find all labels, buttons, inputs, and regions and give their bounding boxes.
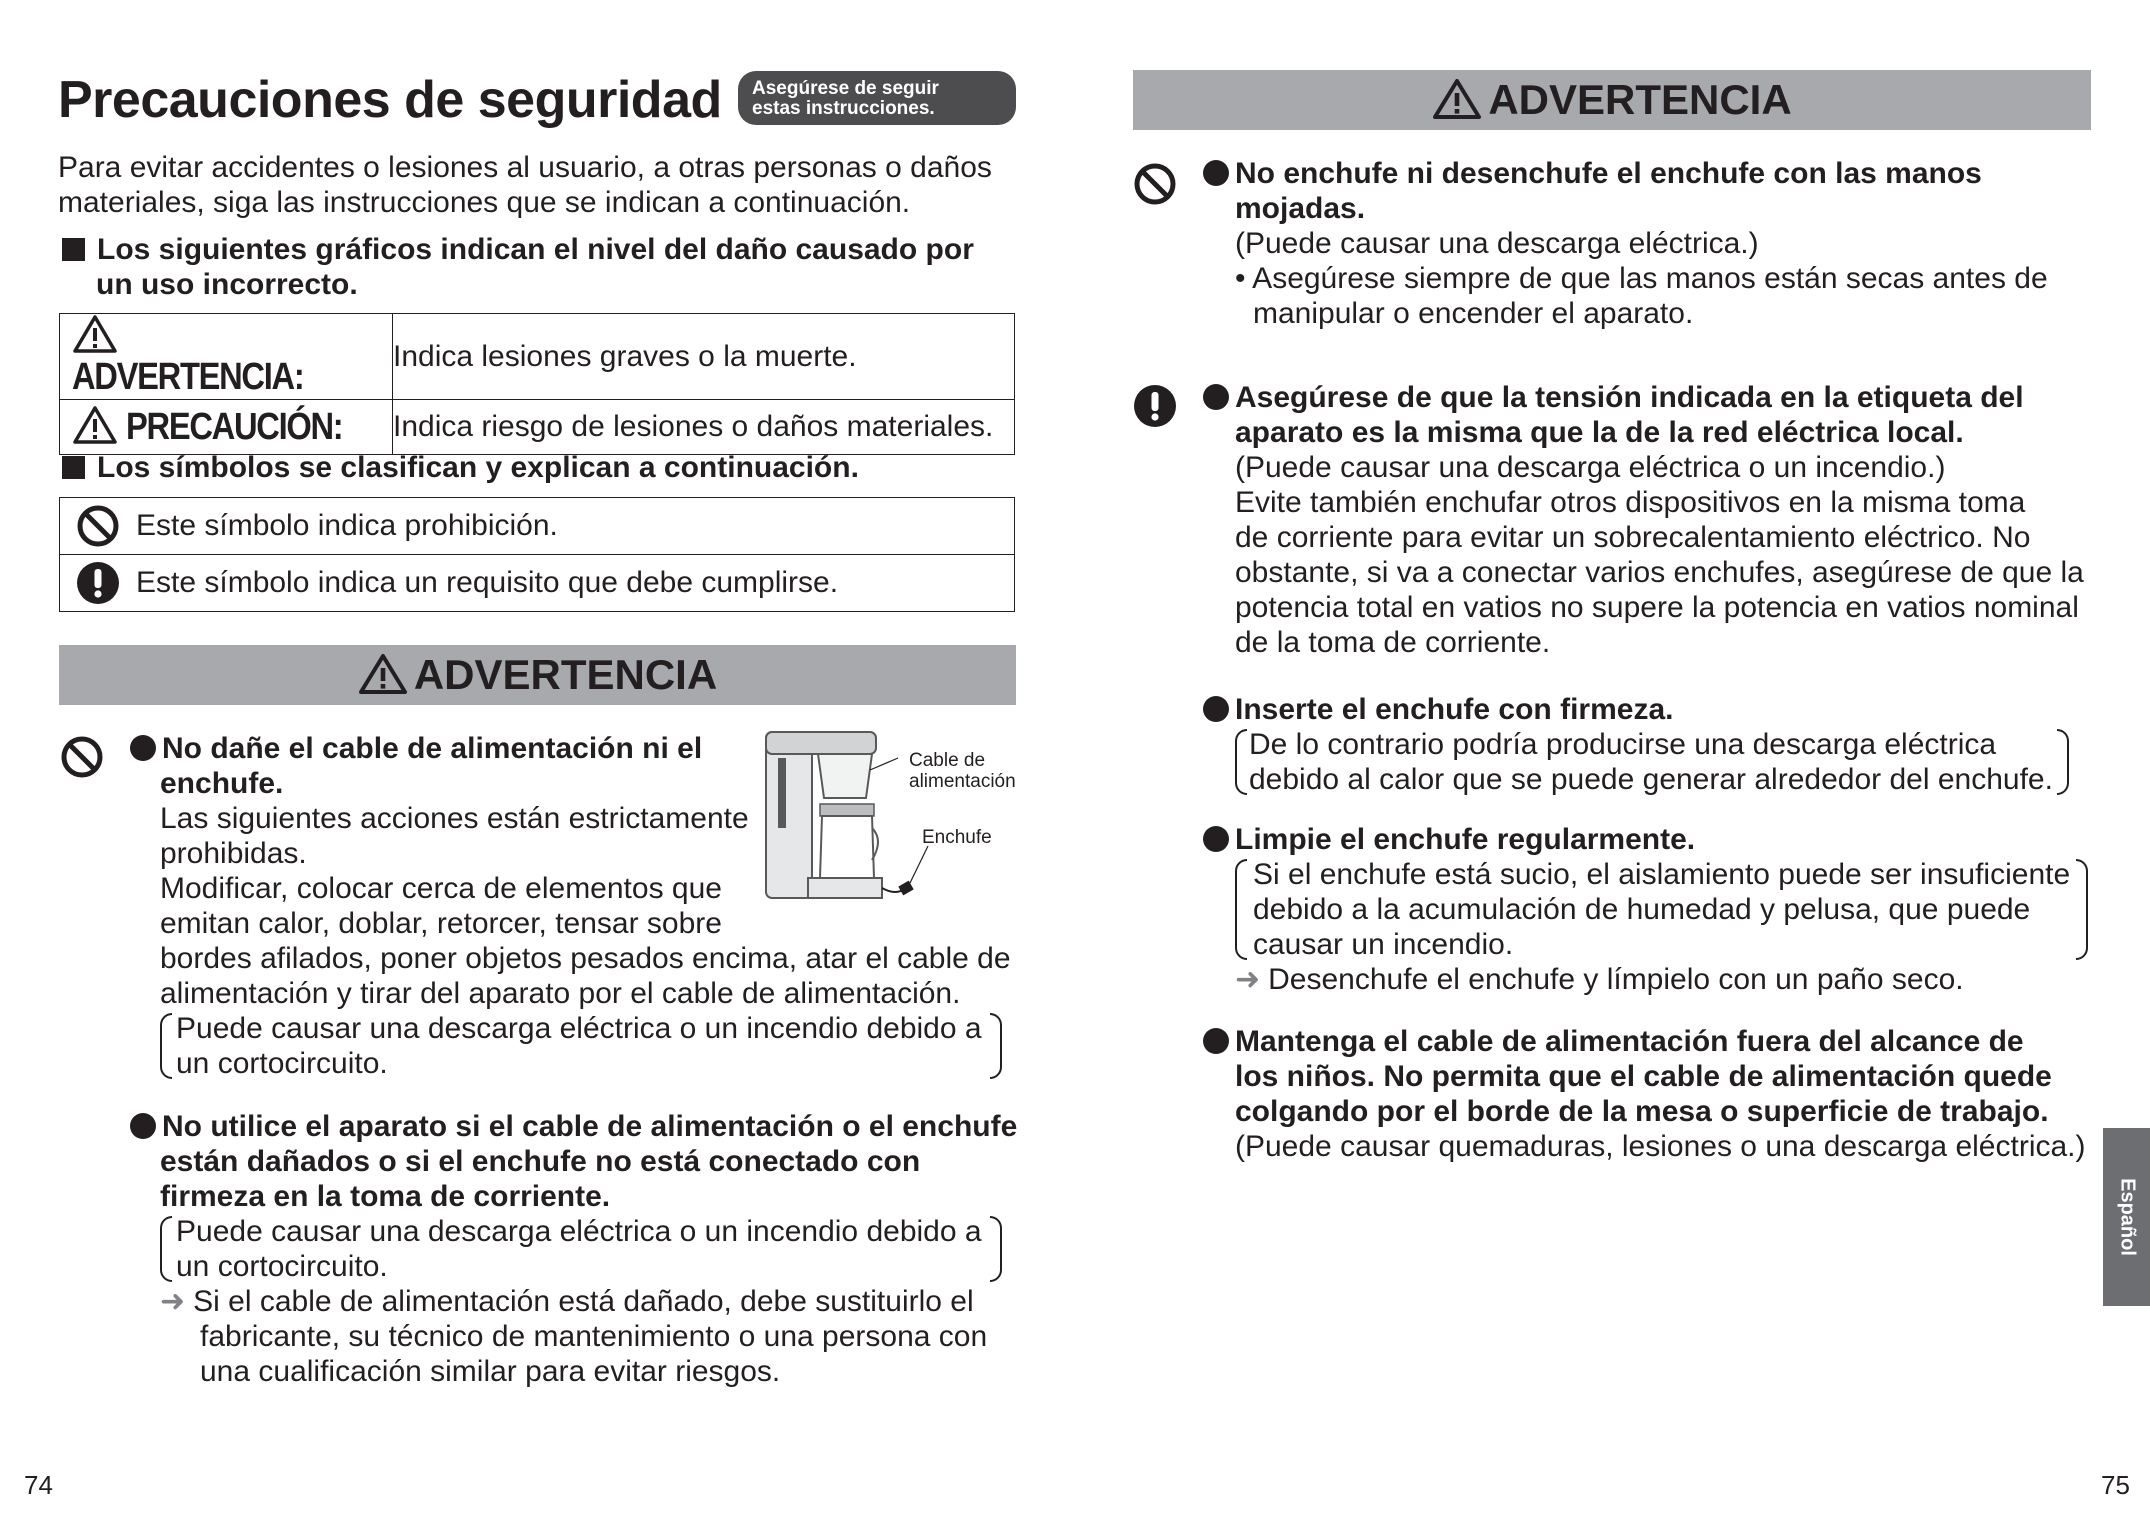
warning-item-damaged-cord: No utilice el aparato si el cable de alimentación o el enchufe están dañados o si el enchufe no está conectado con firmeza en la toma de corriente. Puede causar una descarga eléctrica o un incendio debido a un cortocircuito. ➜ Si el cable de alimentación está dañado, debe sustituirlo el fabricante, su técnico de mantenimiento o una persona con una cualificación similar para evitar riesgos. xyxy=(130,1109,1030,1389)
level-desc: Indica lesiones graves o la muerte. xyxy=(393,314,1015,400)
arrow-right-icon: ➜ xyxy=(1235,963,1261,996)
bullet-dot xyxy=(1203,826,1229,852)
symbols-table xyxy=(59,497,1015,612)
arrow-right-icon: ➜ xyxy=(160,1285,186,1318)
figure-label-cord: Cable de alimentación xyxy=(909,750,1016,792)
levels-table xyxy=(59,313,1015,455)
bullet-dot xyxy=(1203,160,1229,186)
bullet-dot xyxy=(1203,1028,1229,1054)
warning-item-cord: No dañe el cable de alimentación ni el enchufe. Las siguientes acciones están estrictamente prohibidas. Modificar, colocar cerca de elementos que emitan calor, doblar, retorcer, tensar sobre bordes afilados, poner objetos pesados encima, atar el cable de alimentación y tirar del aparato por el cable de alimentación. Puede causar una descarga eléctrica o un incendio debido a un cortocircuito. xyxy=(130,731,1020,1081)
warning-item-insert-plug: Inserte el enchufe con firmeza. De lo contrario podría producirse una descarga eléctrica debido al calor que se puede generar alrededor del enchufe. xyxy=(1203,692,2148,797)
warning-item-voltage: Asegúrese de que la tensión indicada en la etiqueta del aparato es la misma que la de la red eléctrica local. (Puede causar una descarga eléctrica o un incendio.) Evite también enchufar otros dispositivos en la misma toma de corriente para evitar un sobrecalentamiento eléctrico. No obstante, si va a conectar varios enchufes, asegúrese de que la potencia total en vatios no supere la potencia en vatios nominal de la toma de corriente. xyxy=(1203,380,2148,660)
level-desc: Indica riesgo de lesiones o daños materiales. xyxy=(393,400,1015,455)
warning-triangle-icon xyxy=(358,653,408,695)
warning-triangle-icon xyxy=(72,314,118,354)
level-row-precaucion: PRECAUCIÓN: Indica riesgo de lesiones o daños materiales. xyxy=(60,400,1015,455)
square-bullet-icon xyxy=(62,456,85,479)
bullet-dot xyxy=(1203,696,1229,722)
caution-triangle-icon xyxy=(72,405,118,445)
item-note: Si el enchufe está sucio, el aislamiento puede ser insuficiente debido a la acumulación de humedad y pelusa, que puede causar un incendio. xyxy=(1235,857,2088,962)
bullet-dot xyxy=(1203,384,1229,410)
page-number: 75 xyxy=(2101,1470,2130,1500)
figure-label-plug: Enchufe xyxy=(922,827,992,848)
mandatory-icon xyxy=(76,561,120,605)
warning-banner: ADVERTENCIA xyxy=(59,645,1016,705)
item-note: Puede causar una descarga eléctrica o un incendio debido a un cortocircuito. xyxy=(160,1214,1002,1284)
warning-banner: ADVERTENCIA xyxy=(1133,70,2091,130)
bullet-dot xyxy=(130,1113,156,1139)
prohibition-icon xyxy=(76,504,120,548)
warning-item-clean-plug: Limpie el enchufe regularmente. Si el enchufe está sucio, el aislamiento puede ser insuficiente debido a la acumulación de humedad y pelusa, que puede causar un incendio. ➜ Desenchufe el enchufe y límpielo con un paño seco. xyxy=(1203,822,2148,997)
mandatory-icon xyxy=(1133,384,1177,428)
square-bullet-icon xyxy=(62,238,85,261)
page-title: Precauciones de seguridad xyxy=(58,71,722,129)
item-body: Las siguientes acciones están estrictamente prohibidas. Modificar, colocar cerca de elementos que emitan calor, doblar, retorcer, tensar sobre bordes afilados, poner objetos pesados encima, atar el cable de alimentación y tirar del aparato por el cable de alimentación. xyxy=(160,802,1011,1010)
level-row-advertencia: ADVERTENCIA: Indica lesiones graves o la muerte. xyxy=(60,314,1015,400)
symbols-heading: Los símbolos se clasifican y explican a continuación. xyxy=(62,450,859,485)
warning-item-children: Mantenga el cable de alimentación fuera del alcance de los niños. No permita que el cable de alimentación quede colgando por el borde de la mesa o superficie de trabajo. (Puede causar quemaduras, lesiones o una descarga eléctrica.) xyxy=(1203,1024,2148,1164)
language-tab: Español xyxy=(2103,1128,2150,1306)
warning-item-wet-hands: No enchufe ni desenchufe el enchufe con las manos mojadas. (Puede causar una descarga eléctrica.) • Asegúrese siempre de que las manos están secas antes de manipular o encender el aparato. xyxy=(1203,156,2143,331)
item-note: Puede causar una descarga eléctrica o un incendio debido a un cortocircuito. xyxy=(160,1011,1002,1081)
item-body: (Puede causar una descarga eléctrica o un incendio.) Evite también enchufar otros dispositivos en la misma toma de corriente para evitar un sobrecalentamiento eléctrico. No obstante, si va a conectar varios enchufes, asegúrese de que la potencia total en vatios no supere la potencia en vatios nominal de la toma de corriente. xyxy=(1235,451,2084,659)
symbol-row-mandatory xyxy=(60,555,1015,612)
instructions-badge: Asegúrese de seguir estas instrucciones. xyxy=(738,71,1016,125)
bullet-dot xyxy=(130,735,156,761)
symbol-desc: Este símbolo indica un requisito que debe cumplirse. xyxy=(136,555,1015,612)
right-page xyxy=(1075,0,2150,1519)
item-note: De lo contrario podría producirse una descarga eléctrica debido al calor que se puede generar alrededor del enchufe. xyxy=(1235,727,2069,797)
warning-triangle-icon xyxy=(1432,78,1482,120)
symbol-row-prohibition xyxy=(60,498,1015,555)
prohibition-icon xyxy=(1133,162,1177,206)
item-arrow-note: ➜ Si el cable de alimentación está dañado, debe sustituirlo el fabricante, su técnico de mantenimiento o una persona con una cualificación similar para evitar riesgos. xyxy=(160,1285,988,1388)
levels-heading: Los siguientes gráficos indican el nivel del daño causado por un uso incorrecto. xyxy=(62,232,974,302)
prohibition-icon xyxy=(60,735,104,779)
intro-text: Para evitar accidentes o lesiones al usuario, a otras personas o daños materiales, siga las instrucciones que se indican a continuación. xyxy=(58,151,992,219)
page-number: 74 xyxy=(24,1470,53,1500)
symbol-desc: Este símbolo indica prohibición. xyxy=(136,498,1015,555)
